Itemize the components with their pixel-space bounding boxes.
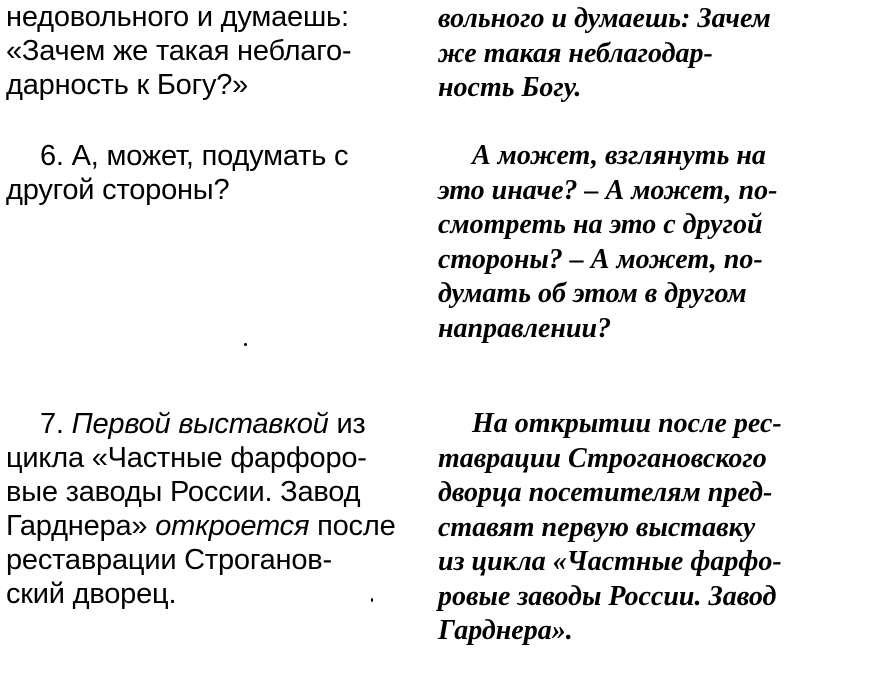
text-fragment: из (336, 408, 366, 440)
text-line: это иначе? – А может, по- (438, 174, 778, 206)
text-line: ровые заводы России. Завод (438, 580, 777, 612)
text-line: из цикла «Частные фарфо- (438, 546, 782, 577)
text-line: «Зачем же такая неблаго- (6, 35, 352, 67)
scan-speck (371, 598, 373, 602)
text-line: реставрации Строганов- (6, 544, 332, 576)
text-line: вые заводы России. Завод (6, 476, 361, 508)
text-line: смотреть на это с другой (438, 209, 763, 240)
edited-paragraph-6 (438, 139, 850, 346)
text-line: А может, взглянуть на (472, 140, 766, 171)
edited-paragraph-5-ending (438, 2, 850, 106)
text-line (6, 509, 418, 543)
text-line: думать об этом в другом (438, 278, 747, 309)
original-paragraph-6 (6, 139, 418, 207)
text-line: 6. А, может, подумать с (40, 140, 349, 172)
text-line: направлении? (438, 312, 612, 344)
text-line: дворца посетителям пред- (438, 477, 773, 508)
text-fragment: после (317, 510, 396, 542)
text-line: Гарднера». (438, 615, 573, 646)
text-line: стороны? – А может, по- (438, 243, 763, 275)
item-number: 7. (40, 408, 64, 440)
text-line: вольного и думаешь: Зачем (438, 3, 771, 34)
text-line: другой стороны? (6, 174, 230, 206)
italic-phrase: откроется (155, 510, 310, 542)
edited-paragraph-7 (438, 407, 850, 649)
text-line: же такая неблагодар- (438, 37, 713, 69)
text-line: цикла «Частные фарфоро- (6, 442, 367, 474)
text-line (6, 407, 418, 441)
text-line: недовольного и думаешь: (6, 1, 349, 33)
text-line: На открытии после рес- (472, 408, 782, 439)
text-line: таврации Строгановского (438, 442, 767, 474)
text-line: дарность к Богу?» (6, 69, 249, 101)
italic-phrase: Первой выставкой (71, 408, 329, 440)
text-line: ность Богу. (438, 72, 582, 103)
scan-speck (244, 343, 247, 346)
text-fragment: Гарднера» (6, 510, 148, 542)
text-line: ский дворец. (6, 578, 177, 610)
original-paragraph-5-ending (6, 0, 418, 102)
text-line: ставят первую выставку (438, 511, 756, 543)
original-paragraph-7 (6, 407, 418, 611)
